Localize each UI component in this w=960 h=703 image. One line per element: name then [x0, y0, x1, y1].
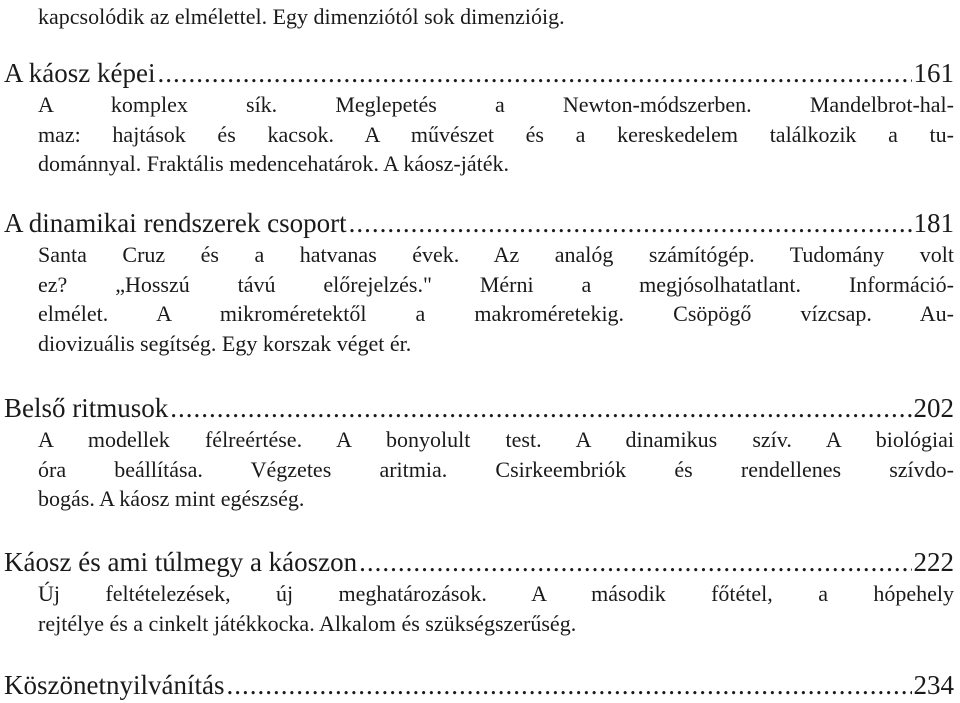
toc-heading [4, 391, 954, 425]
toc-heading [4, 545, 954, 579]
chapter-description-line: bogás. A káosz mint egészség. [38, 486, 305, 511]
dot-leader [226, 668, 911, 702]
continued-description: kapcsolódik az elmélettel. Egy dimenziótól sok dimenzióig. [38, 4, 565, 29]
chapter-description-line: Santa Cruz és a hatvanas évek. Az analóg számítógép. Tudomány volt [38, 242, 954, 267]
chapter-description-line: maz: hajtások és kacsok. A művészet és a kereskedelem találkozik a tu- [38, 121, 954, 147]
chapter-description-line: diovizuális segítség. Egy korszak véget ér. [38, 330, 412, 356]
page-number: 181 [913, 208, 954, 238]
toc-entry-beyond-chaos [4, 545, 954, 638]
chapter-description-line: elmélet. A mikroméretektől a makroméretekig. Csöpögő vízcsap. Au- [38, 301, 954, 326]
chapter-description-line: Új feltételezések, új meghatározások. A második főtétel, a hópehely [38, 581, 954, 606]
page-number: 222 [913, 547, 954, 577]
chapter-description-line: dománnyal. Fraktális medencehatárok. A káosz-játék. [38, 151, 510, 176]
chapter-description-line: ez? „Hosszú távú előrejelzés." Mérni a megjósolhatatlant. Információ- [38, 271, 954, 297]
toc-heading [4, 206, 954, 240]
toc-heading [4, 56, 954, 90]
toc-entry-inner-rhythms [4, 391, 954, 514]
toc-entry-acknowledgements [4, 668, 954, 702]
dot-leader [170, 391, 911, 425]
chapter-description-line: óra beállítása. Végzetes aritmia. Csirkeembriók és rendellenes szívdo- [38, 456, 954, 482]
dot-leader [359, 545, 911, 579]
chapter-title: Káosz és ami túlmegy a káoszon [4, 547, 358, 577]
chapter-title: A káosz képei [4, 58, 156, 88]
dot-leader [349, 206, 912, 240]
toc-entry-chaos-images [4, 56, 954, 179]
chapter-description-line: A modellek félreértése. A bonyolult test. A dinamikus szív. A biológiai [38, 427, 954, 452]
toc-entry-dynamical-systems [4, 206, 954, 358]
page-number: 234 [913, 670, 954, 700]
chapter-title: Köszönetnyilvánítás [4, 670, 225, 700]
dot-leader [157, 56, 911, 90]
chapter-title: Belső ritmusok [4, 393, 169, 423]
page-number: 202 [913, 393, 954, 423]
toc-heading [4, 668, 954, 702]
chapter-description-line: A komplex sík. Meglepetés a Newton-módszerben. Mandelbrot-hal- [38, 92, 954, 117]
page-number: 161 [913, 58, 954, 88]
chapter-title: A dinamikai rendszerek csoport [4, 208, 347, 238]
chapter-description-line: rejtélye és a cinkelt játékkocka. Alkalom és szükségszerűség. [38, 610, 577, 636]
